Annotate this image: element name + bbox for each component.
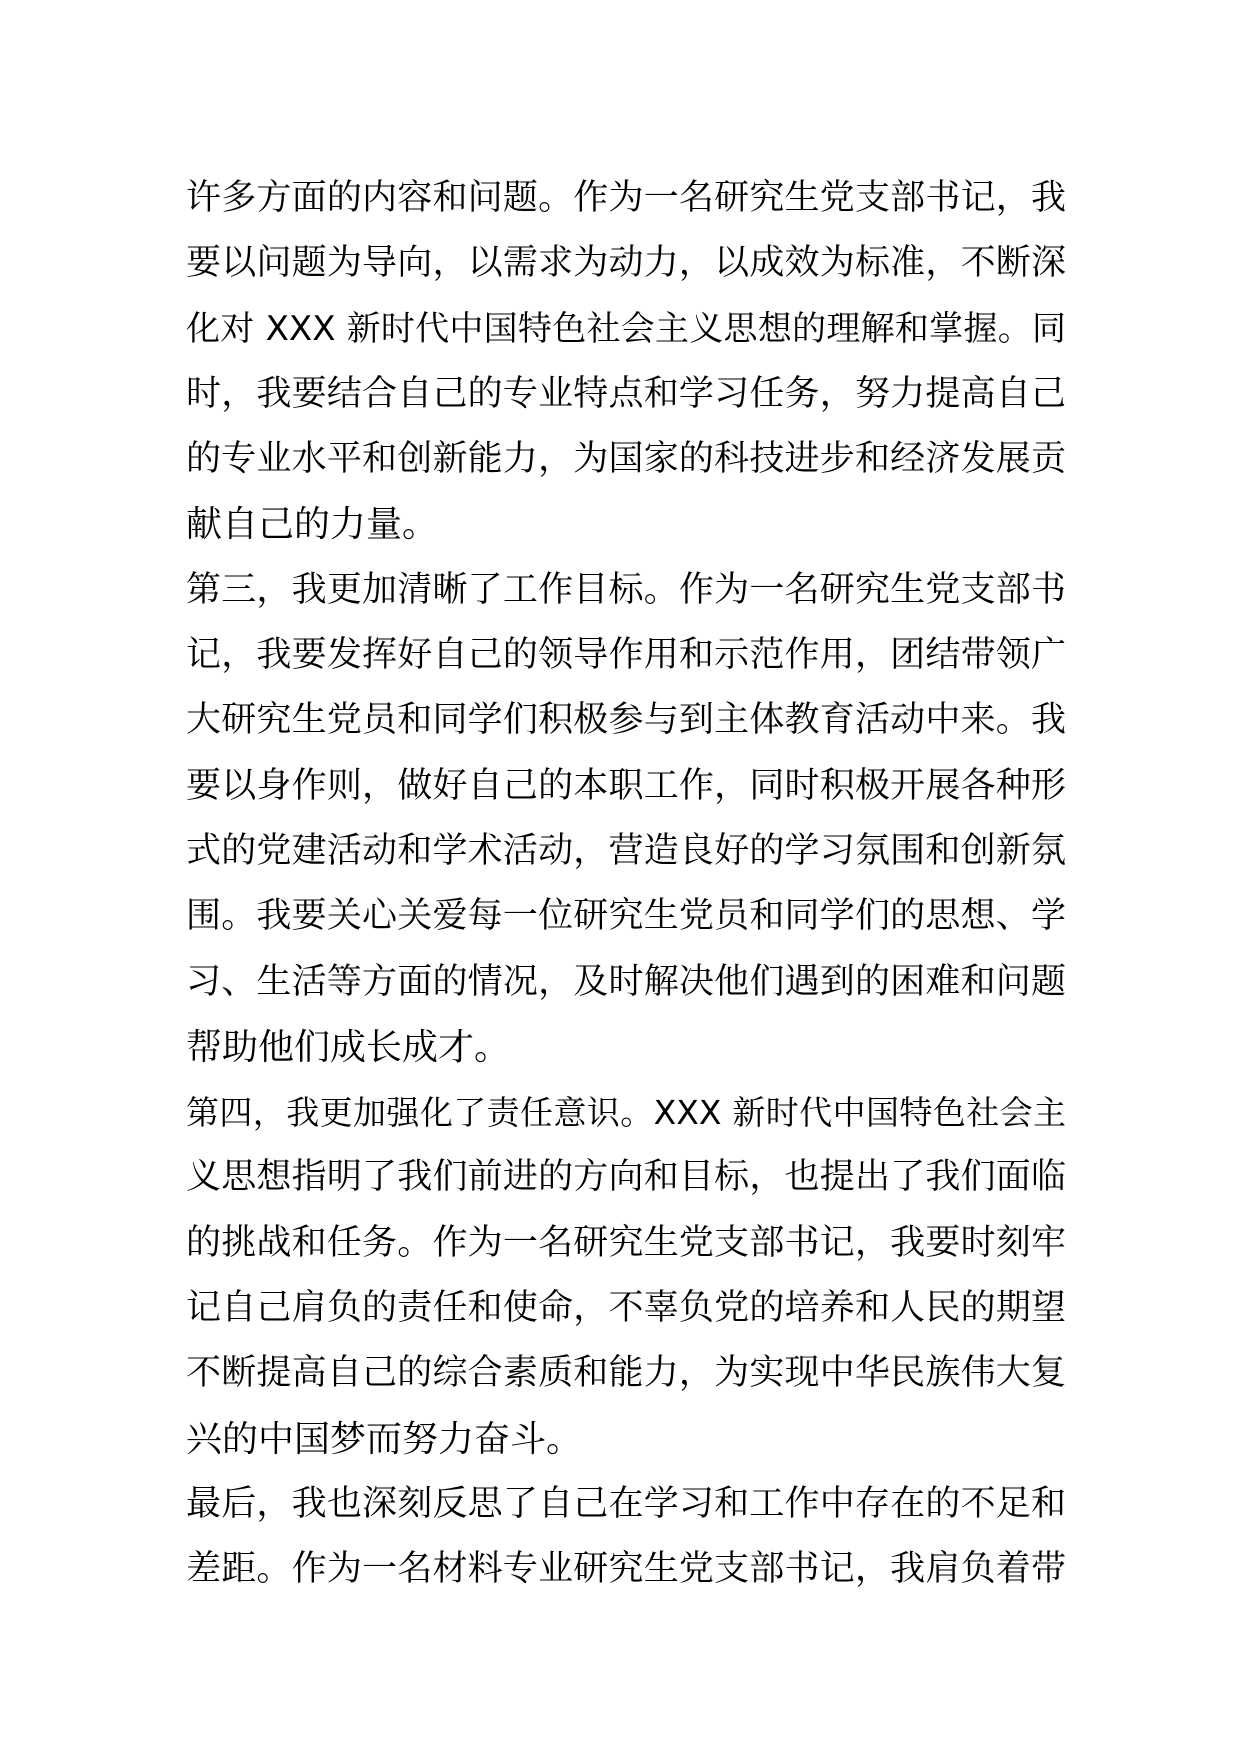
text-line: 最后，我也深刻反思了自己在学习和工作中存在的不足和 — [186, 1483, 1066, 1524]
text-line: 记，我要发挥好自己的领导作用和示范作用，团结带领广 — [186, 635, 1066, 676]
text-line: 第三，我更加清晰了工作目标。作为一名研究生党支部书 — [186, 569, 1066, 610]
text-line: 记自己肩负的责任和使命，不辜负党的培养和人民的期望 — [186, 1288, 1066, 1329]
text-line: 义思想指明了我们前进的方向和目标，也提出了我们面临 — [186, 1157, 1066, 1198]
text-line: 的挑战和任务。作为一名研究生党支部书记，我要时刻牢 — [186, 1222, 1066, 1263]
text-line: 式的党建活动和学术活动，营造良好的学习氛围和创新氛 — [186, 830, 1066, 871]
body-text — [186, 166, 1066, 1603]
text-line: 兴的中国梦而努力奋斗。 — [186, 1418, 583, 1460]
text-line: 大研究生党员和同学们积极参与到主体教育活动中来。我 — [186, 700, 1066, 741]
text-line: 献自己的力量。 — [186, 504, 439, 546]
text-line: 差距。作为一名材料专业研究生党支部书记，我肩负着带 — [186, 1549, 1066, 1590]
text-line: 第四，我更加强化了责任意识。XXX 新时代中国特色社会主 — [186, 1093, 1066, 1133]
text-line: 时，我要结合自己的专业特点和学习任务，努力提高自己 — [186, 373, 1066, 414]
text-line: 不断提高自己的综合素质和能力，为实现中华民族伟大复 — [186, 1353, 1066, 1394]
text-line: 要以身作则，做好自己的本职工作，同时积极开展各种形 — [186, 765, 1066, 806]
text-line: 的专业水平和创新能力，为国家的科技进步和经济发展贡 — [186, 439, 1066, 480]
text-line: 化对 XXX 新时代中国特色社会主义思想的理解和掌握。同 — [186, 308, 1066, 349]
text-line: 要以问题为导向，以需求为动力，以成效为标准，不断深 — [186, 243, 1066, 284]
text-line: 帮助他们成长成才。 — [186, 1026, 511, 1068]
text-line: 习、生活等方面的情况，及时解决他们遇到的困难和问题 — [186, 961, 1066, 1002]
text-line: 许多方面的内容和问题。作为一名研究生党支部书记，我 — [186, 178, 1066, 218]
text-line: 围。我要关心关爱每一位研究生党员和同学们的思想、学 — [186, 896, 1066, 937]
